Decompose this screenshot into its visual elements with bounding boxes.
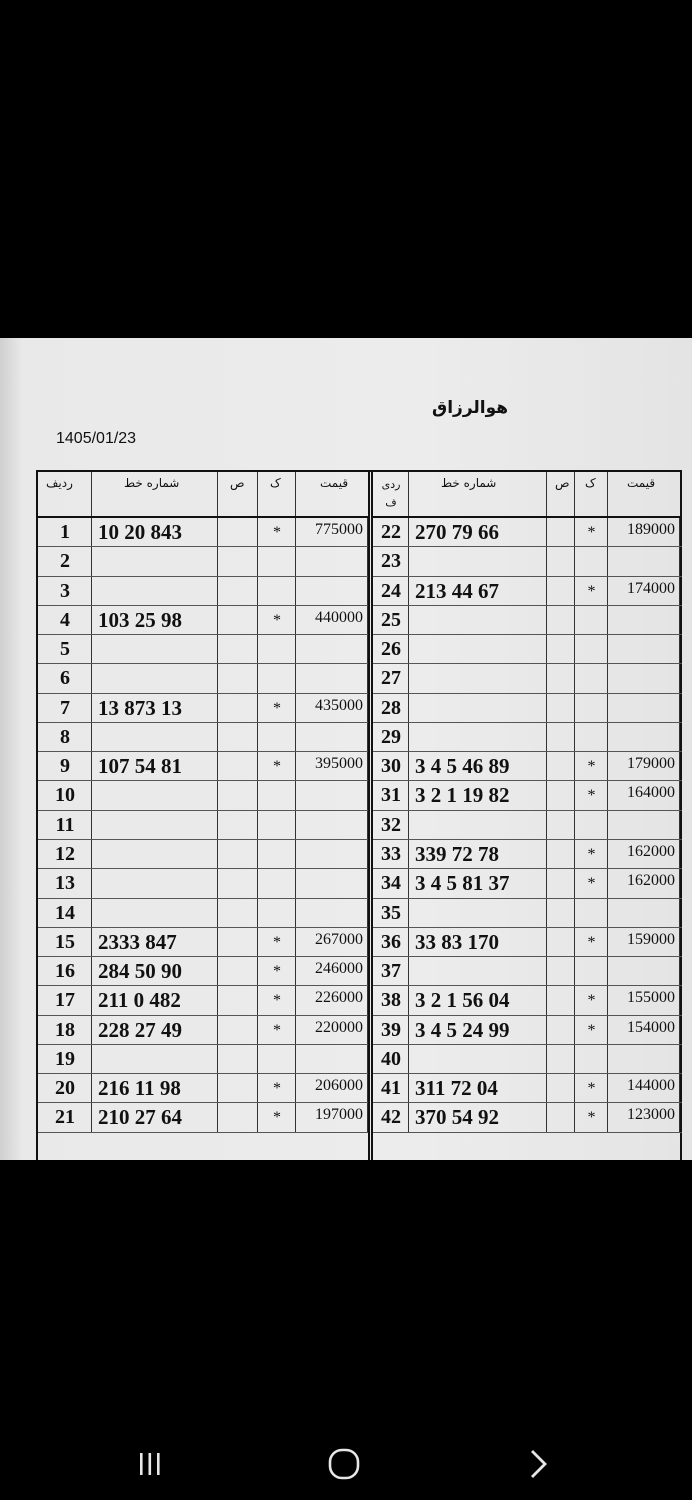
column-line xyxy=(218,1103,258,1131)
row-price xyxy=(608,723,680,751)
row-price xyxy=(296,635,368,663)
row-index: 14 xyxy=(55,901,75,924)
row-mark: * xyxy=(587,758,596,776)
line-number xyxy=(409,694,547,722)
row-price xyxy=(296,781,368,809)
line-number: 10 20 843 xyxy=(98,520,182,544)
line-number xyxy=(92,577,218,605)
row-index: 29 xyxy=(381,725,401,748)
table-row xyxy=(38,1103,370,1132)
line-number xyxy=(409,547,547,575)
line-number: 13 873 13 xyxy=(98,695,182,720)
row-mark: * xyxy=(273,963,281,981)
table-row xyxy=(38,899,370,928)
home-icon[interactable] xyxy=(324,1444,364,1484)
line-number: 339 72 78 xyxy=(415,842,499,866)
column-line xyxy=(547,694,575,722)
line-number xyxy=(92,723,218,751)
row-price: 174000 xyxy=(627,579,675,597)
row-price: 246000 xyxy=(315,960,363,978)
line-number: 284 50 90 xyxy=(98,959,182,984)
row-mark xyxy=(258,869,296,897)
table-header-right xyxy=(373,472,682,518)
table-row xyxy=(373,635,682,664)
recents-icon[interactable] xyxy=(130,1444,170,1484)
line-number: 311 72 04 xyxy=(415,1076,498,1101)
column-line xyxy=(218,840,258,868)
column-line xyxy=(218,928,258,956)
row-mark xyxy=(575,899,608,927)
line-number xyxy=(409,723,547,751)
row-mark xyxy=(258,635,296,663)
row-mark: * xyxy=(273,933,281,951)
row-index: 2 xyxy=(60,550,70,573)
android-nav-bar xyxy=(0,1420,692,1500)
document-title: هوالرزاق xyxy=(432,398,509,418)
line-number: 216 11 98 xyxy=(98,1076,181,1101)
row-price xyxy=(296,547,368,575)
row-mark: * xyxy=(273,699,281,717)
row-index: 32 xyxy=(381,813,401,836)
table-row xyxy=(38,1045,370,1074)
column-line xyxy=(218,635,258,663)
row-mark xyxy=(258,811,296,839)
row-mark: * xyxy=(587,1080,596,1098)
row-index: 27 xyxy=(381,667,401,690)
column-line xyxy=(218,781,258,809)
line-number: 270 79 66 xyxy=(415,520,499,544)
row-index: 38 xyxy=(381,989,401,1012)
table-row xyxy=(373,518,682,547)
line-number: 210 27 64 xyxy=(98,1105,182,1130)
table-row xyxy=(373,606,682,635)
line-number: 213 44 67 xyxy=(415,578,499,603)
table-row xyxy=(38,694,370,723)
line-number: 107 54 81 xyxy=(98,754,182,779)
line-number: 3 2 1 56 04 xyxy=(415,988,510,1013)
header-price: قیمت xyxy=(320,476,349,490)
column-line xyxy=(218,1074,258,1102)
column-line xyxy=(547,986,575,1014)
header-number: شماره خط xyxy=(124,476,180,490)
row-price: 220000 xyxy=(315,1018,363,1036)
row-price: 395000 xyxy=(315,755,363,773)
line-number xyxy=(92,899,218,927)
table-row xyxy=(373,547,682,576)
row-mark: * xyxy=(587,1021,596,1039)
header-s: ص xyxy=(230,476,245,490)
table-row xyxy=(373,840,682,869)
row-mark xyxy=(575,957,608,985)
column-line xyxy=(218,1045,258,1073)
column-line xyxy=(547,547,575,575)
header-idx-right: ردی ف xyxy=(381,478,401,509)
row-mark: * xyxy=(273,758,281,776)
column-line xyxy=(218,1016,258,1044)
row-mark xyxy=(575,694,608,722)
row-index: 23 xyxy=(381,550,401,573)
table-row xyxy=(38,928,370,957)
line-number xyxy=(92,547,218,575)
row-price: 162000 xyxy=(627,872,675,890)
table-right-half xyxy=(373,472,682,1160)
row-index: 28 xyxy=(381,696,401,719)
row-mark xyxy=(575,635,608,663)
header-number-right: شماره خط xyxy=(441,476,497,490)
row-price: 154000 xyxy=(627,1018,675,1036)
row-mark: * xyxy=(587,787,596,805)
column-line xyxy=(218,899,258,927)
column-line xyxy=(218,723,258,751)
row-price: 162000 xyxy=(627,843,675,860)
table-row xyxy=(38,811,370,840)
row-index: 21 xyxy=(55,1106,75,1129)
column-line xyxy=(218,986,258,1014)
row-index: 15 xyxy=(55,930,75,953)
row-index: 40 xyxy=(381,1047,401,1070)
column-line xyxy=(547,1045,575,1073)
row-index: 26 xyxy=(381,638,401,661)
line-number xyxy=(92,869,218,897)
table-row xyxy=(373,986,682,1015)
row-mark xyxy=(258,577,296,605)
column-line xyxy=(218,518,258,546)
line-number: 211 0 482 xyxy=(98,988,181,1013)
column-line xyxy=(547,664,575,692)
table-row xyxy=(38,752,370,781)
row-index: 33 xyxy=(381,843,401,865)
row-index: 25 xyxy=(381,608,401,631)
row-price: 144000 xyxy=(627,1077,675,1095)
line-number: 3 4 5 81 37 xyxy=(415,871,510,896)
row-mark xyxy=(258,840,296,868)
row-price xyxy=(608,1045,680,1073)
row-index: 1 xyxy=(60,521,70,543)
header-price-right: قیمت xyxy=(627,476,656,490)
row-price: 179000 xyxy=(627,755,675,773)
row-index: 4 xyxy=(60,608,70,631)
row-mark: * xyxy=(273,1080,281,1098)
table-row xyxy=(373,577,682,606)
row-mark: * xyxy=(587,846,596,863)
table-header-left xyxy=(38,472,370,518)
row-mark: * xyxy=(273,992,281,1010)
line-number: 3 4 5 46 89 xyxy=(415,754,510,779)
table-row xyxy=(38,869,370,898)
row-index: 24 xyxy=(381,579,401,602)
row-price: 189000 xyxy=(627,521,675,538)
table-row xyxy=(373,1074,682,1103)
table-row xyxy=(373,752,682,781)
line-number xyxy=(409,811,547,839)
document-date: 1405/01/23 xyxy=(56,430,137,447)
line-number: 33 83 170 xyxy=(415,929,499,954)
row-index: 30 xyxy=(381,755,401,778)
table-row xyxy=(38,606,370,635)
table-row xyxy=(38,840,370,869)
row-index: 18 xyxy=(55,1018,75,1041)
column-line xyxy=(218,869,258,897)
row-price xyxy=(608,606,680,634)
row-mark xyxy=(575,723,608,751)
row-price xyxy=(296,899,368,927)
column-line xyxy=(547,723,575,751)
row-index: 3 xyxy=(60,579,70,602)
table-row xyxy=(38,1016,370,1045)
line-number xyxy=(409,1045,547,1073)
row-price: 267000 xyxy=(315,930,363,948)
row-price xyxy=(608,547,680,575)
line-number xyxy=(409,957,547,985)
column-line xyxy=(547,957,575,985)
column-line xyxy=(218,752,258,780)
column-line xyxy=(218,694,258,722)
row-mark xyxy=(258,1045,296,1073)
line-number: 3 2 1 19 82 xyxy=(415,783,510,808)
row-index: 39 xyxy=(381,1018,401,1041)
row-index: 31 xyxy=(381,784,401,807)
table-row xyxy=(38,781,370,810)
price-table xyxy=(36,470,682,1160)
line-number xyxy=(92,840,218,868)
line-number xyxy=(409,664,547,692)
table-row xyxy=(373,723,682,752)
row-price: 197000 xyxy=(315,1106,363,1124)
column-line xyxy=(547,606,575,634)
row-price: 775000 xyxy=(315,521,363,538)
row-price: 206000 xyxy=(315,1077,363,1095)
row-price xyxy=(296,869,368,897)
row-index: 20 xyxy=(55,1077,75,1100)
line-number xyxy=(409,899,547,927)
table-row xyxy=(373,869,682,898)
line-number: 3 4 5 24 99 xyxy=(415,1017,510,1042)
table-row xyxy=(373,1045,682,1074)
row-mark xyxy=(575,664,608,692)
column-line xyxy=(218,547,258,575)
row-mark: * xyxy=(587,933,596,951)
back-icon[interactable] xyxy=(518,1444,558,1484)
column-line xyxy=(547,577,575,605)
row-index: 12 xyxy=(55,843,75,865)
line-number: 103 25 98 xyxy=(98,607,182,632)
row-price: 164000 xyxy=(627,784,675,802)
table-row xyxy=(373,957,682,986)
column-line xyxy=(218,577,258,605)
column-line xyxy=(547,1016,575,1044)
line-number xyxy=(92,811,218,839)
table-row xyxy=(373,928,682,957)
table-left-half xyxy=(38,472,370,1160)
table-row xyxy=(373,664,682,693)
row-price: 155000 xyxy=(627,989,675,1007)
column-line xyxy=(547,869,575,897)
table-row xyxy=(38,664,370,693)
row-price: 123000 xyxy=(627,1106,675,1124)
row-price xyxy=(296,811,368,839)
row-index: 6 xyxy=(60,667,70,690)
table-row xyxy=(38,957,370,986)
table-row xyxy=(38,635,370,664)
table-row xyxy=(38,1074,370,1103)
table-row xyxy=(38,577,370,606)
line-number xyxy=(92,1045,218,1073)
row-price xyxy=(296,1045,368,1073)
line-number xyxy=(409,635,547,663)
row-mark: * xyxy=(587,875,596,893)
row-index: 19 xyxy=(55,1047,75,1070)
line-number xyxy=(92,635,218,663)
row-price: 159000 xyxy=(627,930,675,948)
column-line xyxy=(547,840,575,868)
row-mark: * xyxy=(587,992,596,1010)
row-mark xyxy=(258,723,296,751)
row-price xyxy=(608,664,680,692)
row-mark: * xyxy=(587,582,596,600)
column-line xyxy=(218,664,258,692)
row-index: 35 xyxy=(381,901,401,924)
table-row xyxy=(38,547,370,576)
row-price: 440000 xyxy=(315,608,363,626)
row-index: 7 xyxy=(60,696,70,719)
row-index: 34 xyxy=(381,872,401,895)
column-line xyxy=(547,811,575,839)
row-mark xyxy=(575,606,608,634)
row-mark: * xyxy=(587,1109,596,1127)
column-line xyxy=(547,899,575,927)
table-row xyxy=(373,694,682,723)
column-line xyxy=(547,1074,575,1102)
row-price: 435000 xyxy=(315,696,363,714)
table-row xyxy=(373,811,682,840)
row-index: 10 xyxy=(55,784,75,807)
row-mark xyxy=(575,547,608,575)
row-index: 17 xyxy=(55,989,75,1012)
column-line xyxy=(218,606,258,634)
table-row xyxy=(373,1016,682,1045)
row-price xyxy=(296,577,368,605)
line-number xyxy=(92,664,218,692)
row-price xyxy=(608,694,680,722)
row-index: 8 xyxy=(60,725,70,748)
line-number: 228 27 49 xyxy=(98,1017,182,1042)
column-line xyxy=(218,811,258,839)
header-k: ک xyxy=(270,476,281,490)
column-line xyxy=(547,1103,575,1131)
header-k-right: ک xyxy=(585,476,596,490)
row-index: 16 xyxy=(55,960,75,983)
column-line xyxy=(547,752,575,780)
row-price xyxy=(296,840,368,868)
table-row xyxy=(38,986,370,1015)
row-mark xyxy=(258,899,296,927)
row-index: 9 xyxy=(60,755,70,778)
row-mark xyxy=(258,781,296,809)
table-row xyxy=(38,518,370,547)
row-price xyxy=(608,957,680,985)
column-line xyxy=(218,957,258,985)
row-price xyxy=(608,899,680,927)
column-line xyxy=(547,781,575,809)
row-price xyxy=(296,664,368,692)
row-mark: * xyxy=(273,1109,281,1127)
table-row xyxy=(373,899,682,928)
row-price xyxy=(608,635,680,663)
row-index: 11 xyxy=(55,813,75,836)
column-line xyxy=(547,518,575,546)
table-row xyxy=(373,1103,682,1132)
row-price: 226000 xyxy=(315,989,363,1007)
row-price xyxy=(608,811,680,839)
row-mark xyxy=(575,811,608,839)
line-number xyxy=(92,781,218,809)
row-mark: * xyxy=(273,524,281,541)
line-number: 370 54 92 xyxy=(415,1105,499,1130)
column-line xyxy=(547,928,575,956)
row-mark xyxy=(575,1045,608,1073)
header-idx: ردیف xyxy=(46,476,73,490)
row-mark xyxy=(258,664,296,692)
header-s-right: ص xyxy=(555,476,570,490)
row-index: 37 xyxy=(381,960,401,983)
row-index: 5 xyxy=(60,638,70,661)
document-photo xyxy=(0,338,692,1160)
row-index: 41 xyxy=(381,1077,401,1100)
line-number: 2333 847 xyxy=(98,929,177,954)
row-index: 42 xyxy=(381,1106,401,1129)
row-index: 36 xyxy=(381,930,401,953)
table-row xyxy=(38,723,370,752)
row-index: 22 xyxy=(381,521,401,543)
column-line xyxy=(547,635,575,663)
table-row xyxy=(373,781,682,810)
row-mark: * xyxy=(273,1021,281,1039)
row-price xyxy=(296,723,368,751)
line-number xyxy=(409,606,547,634)
row-mark: * xyxy=(587,524,596,541)
row-mark: * xyxy=(273,611,281,629)
row-index: 13 xyxy=(55,872,75,895)
row-mark xyxy=(258,547,296,575)
